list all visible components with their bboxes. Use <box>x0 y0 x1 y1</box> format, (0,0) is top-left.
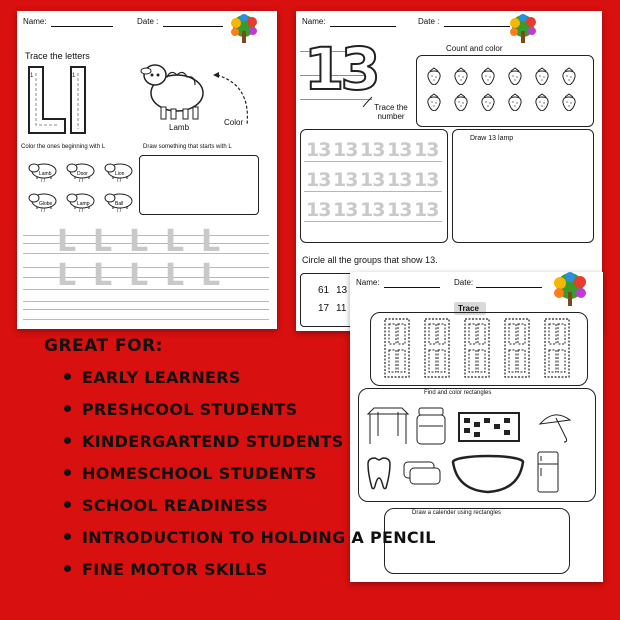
trace-13-cell[interactable]: 13 <box>387 199 412 221</box>
name-label: Name: <box>302 17 326 26</box>
find-label: Find and color rectangles <box>424 390 492 396</box>
bullet-icon <box>64 565 71 572</box>
door-icon[interactable] <box>504 318 530 378</box>
trace-number-label: Trace the number <box>374 103 408 121</box>
trace-letters-ll <box>25 65 95 139</box>
guide-line <box>23 319 269 320</box>
benefit-text: PRESHCOOL STUDENTS <box>82 400 298 419</box>
benefit-item <box>64 528 436 547</box>
bowl-icon <box>450 454 526 494</box>
color-item-label: Door <box>77 171 88 177</box>
date-label: Date : <box>418 17 440 26</box>
color-item-checks: / / <box>79 178 84 184</box>
trace-letter[interactable]: L <box>57 224 77 259</box>
umbrella-icon <box>536 408 576 444</box>
group-item[interactable]: 17 <box>318 303 330 314</box>
door-icon[interactable] <box>544 318 570 378</box>
trace-letter[interactable]: L <box>165 258 185 293</box>
trace-label: Trace <box>458 304 479 313</box>
strawberry-icon[interactable] <box>453 67 469 85</box>
door-icon[interactable] <box>464 318 490 378</box>
trace-13-cell[interactable]: 13 <box>414 139 439 161</box>
draw-lamp-box[interactable] <box>452 129 594 243</box>
trace-letter[interactable]: L <box>93 258 113 293</box>
abacus-icon <box>458 412 520 442</box>
benefit-item <box>64 496 268 515</box>
fridge-icon <box>536 450 560 494</box>
date-line <box>163 26 223 27</box>
door-icon[interactable] <box>384 318 410 378</box>
strawberry-icon[interactable] <box>561 93 577 111</box>
strawberry-icon[interactable] <box>426 67 442 85</box>
trace-13-cell[interactable]: 13 <box>414 169 439 191</box>
tree-logo-icon <box>227 13 261 45</box>
benefit-text: HOMESCHOOL STUDENTS <box>82 464 317 483</box>
trace-13-cell[interactable]: 13 <box>306 199 331 221</box>
color-item[interactable] <box>65 161 99 187</box>
bullet-icon <box>64 533 71 540</box>
trace-13-cell[interactable]: 13 <box>306 169 331 191</box>
tooth-icon <box>364 456 394 492</box>
name-label: Name: <box>23 17 47 26</box>
guide-line <box>23 301 269 302</box>
strawberry-icon[interactable] <box>426 93 442 111</box>
great-for-heading: GREAT FOR: <box>44 336 163 356</box>
svg-text:1: 1 <box>30 73 34 79</box>
bullet-icon <box>64 469 71 476</box>
guide-line <box>23 309 269 310</box>
benefit-text: SCHOOL READINESS <box>82 496 268 515</box>
arrow-icon <box>213 71 257 143</box>
guide-line <box>304 161 442 162</box>
guide-line <box>304 191 442 192</box>
lamb-label: Lamb <box>169 123 190 132</box>
color-item[interactable] <box>103 191 137 217</box>
strawberry-icon[interactable] <box>507 67 523 85</box>
strawberry-icon[interactable] <box>507 93 523 111</box>
count-color-box <box>416 55 594 127</box>
name-line <box>330 26 396 27</box>
bullet-icon <box>64 405 71 412</box>
strawberry-icon[interactable] <box>534 67 550 85</box>
draw-lamp-label: Draw 13 lamp <box>470 135 514 142</box>
benefit-text: FINE MOTOR SKILLS <box>82 560 268 579</box>
calendar-label: Draw a calender using rectangles <box>412 510 502 516</box>
bullet-icon <box>64 501 71 508</box>
sheep-icon <box>137 51 217 123</box>
color-item-checks: / / <box>41 178 46 184</box>
strawberry-icon[interactable] <box>480 67 496 85</box>
name-line <box>51 26 113 27</box>
trace-letter[interactable]: L <box>201 258 221 293</box>
jar-icon <box>416 406 446 446</box>
group-item[interactable]: 13 <box>336 285 348 296</box>
color-item-checks: / / <box>117 208 122 214</box>
trace-letter[interactable]: L <box>57 258 77 293</box>
bullet-icon <box>64 373 71 380</box>
trace-13-cell[interactable]: 13 <box>414 199 439 221</box>
benefit-item <box>64 560 268 579</box>
color-item-checks: / / <box>41 208 46 214</box>
group-item[interactable]: 61 <box>318 285 330 296</box>
draw-box[interactable] <box>139 155 259 215</box>
draw-label: Draw something that starts with L <box>143 144 232 150</box>
name-line <box>384 287 440 288</box>
color-item-checks: / / <box>79 208 84 214</box>
benefit-item <box>64 368 241 387</box>
circle-label: Circle all the groups that show 13. <box>302 255 438 265</box>
trace-13-cell[interactable]: 13 <box>333 139 358 161</box>
tree-logo-icon <box>506 13 540 45</box>
color-item[interactable] <box>103 161 137 187</box>
strawberry-icon[interactable] <box>534 93 550 111</box>
trace-letter[interactable]: L <box>93 224 113 259</box>
door-icon[interactable] <box>424 318 450 378</box>
strawberry-icon[interactable] <box>561 67 577 85</box>
color-item-label: Lamp <box>77 201 90 207</box>
color-item[interactable] <box>27 161 61 187</box>
trace-13-cell[interactable]: 13 <box>306 139 331 161</box>
groups-box <box>300 273 354 327</box>
trace-letter[interactable]: L <box>129 258 149 293</box>
trace-13-cell[interactable]: 13 <box>387 139 412 161</box>
tree-logo-icon <box>550 272 590 308</box>
pillow-icon <box>402 458 442 488</box>
trace-13-cell[interactable]: 13 <box>333 199 358 221</box>
color-item-label: Ball <box>115 201 124 207</box>
benefit-text: EARLY LEARNERS <box>82 368 241 387</box>
color-item[interactable] <box>65 191 99 217</box>
guide-line <box>304 221 442 222</box>
bullet-icon <box>64 437 71 444</box>
trace-title: Trace the letters <box>25 51 90 61</box>
date-label: Date: <box>454 278 474 287</box>
date-line <box>476 287 542 288</box>
trace-13-cell[interactable]: 13 <box>333 169 358 191</box>
table-icon <box>366 406 410 446</box>
date-label: Date : <box>137 17 159 26</box>
color-item-label: Globe <box>39 201 53 207</box>
color-item[interactable] <box>27 191 61 217</box>
trace-13-cell[interactable]: 13 <box>387 169 412 191</box>
benefit-text: KINDERGARTEND STUDENTS <box>82 432 344 451</box>
svg-text:1: 1 <box>72 73 76 79</box>
color-item-label: Lamb <box>39 171 52 177</box>
color-ones-label: Color the ones beginning with L <box>21 144 106 150</box>
trace-13-cell[interactable]: 13 <box>360 169 385 191</box>
worksheet-letter-l <box>17 11 277 329</box>
trace-letter[interactable]: L <box>165 224 185 259</box>
trace-letter[interactable]: L <box>201 224 221 259</box>
name-label: Name: <box>356 278 380 287</box>
color-label: Color <box>224 118 244 127</box>
benefit-item <box>64 400 297 419</box>
benefit-item <box>64 432 344 451</box>
trace-13-cell[interactable]: 13 <box>360 199 385 221</box>
strawberry-icon[interactable] <box>480 93 496 111</box>
big-number-text: 13 <box>304 35 377 103</box>
benefit-text: INTRODUCTION TO HOLDING A PENCIL <box>82 528 436 547</box>
date-line <box>444 26 510 27</box>
color-item-checks: / / <box>117 178 122 184</box>
color-item-label: Lion <box>115 171 125 177</box>
benefit-item <box>64 464 317 483</box>
trace-13-cell[interactable]: 13 <box>360 139 385 161</box>
strawberry-icon[interactable] <box>453 93 469 111</box>
group-item[interactable]: 11 <box>336 303 347 314</box>
trace-letter[interactable]: L <box>129 224 149 259</box>
count-color-label: Count and color <box>446 44 503 53</box>
